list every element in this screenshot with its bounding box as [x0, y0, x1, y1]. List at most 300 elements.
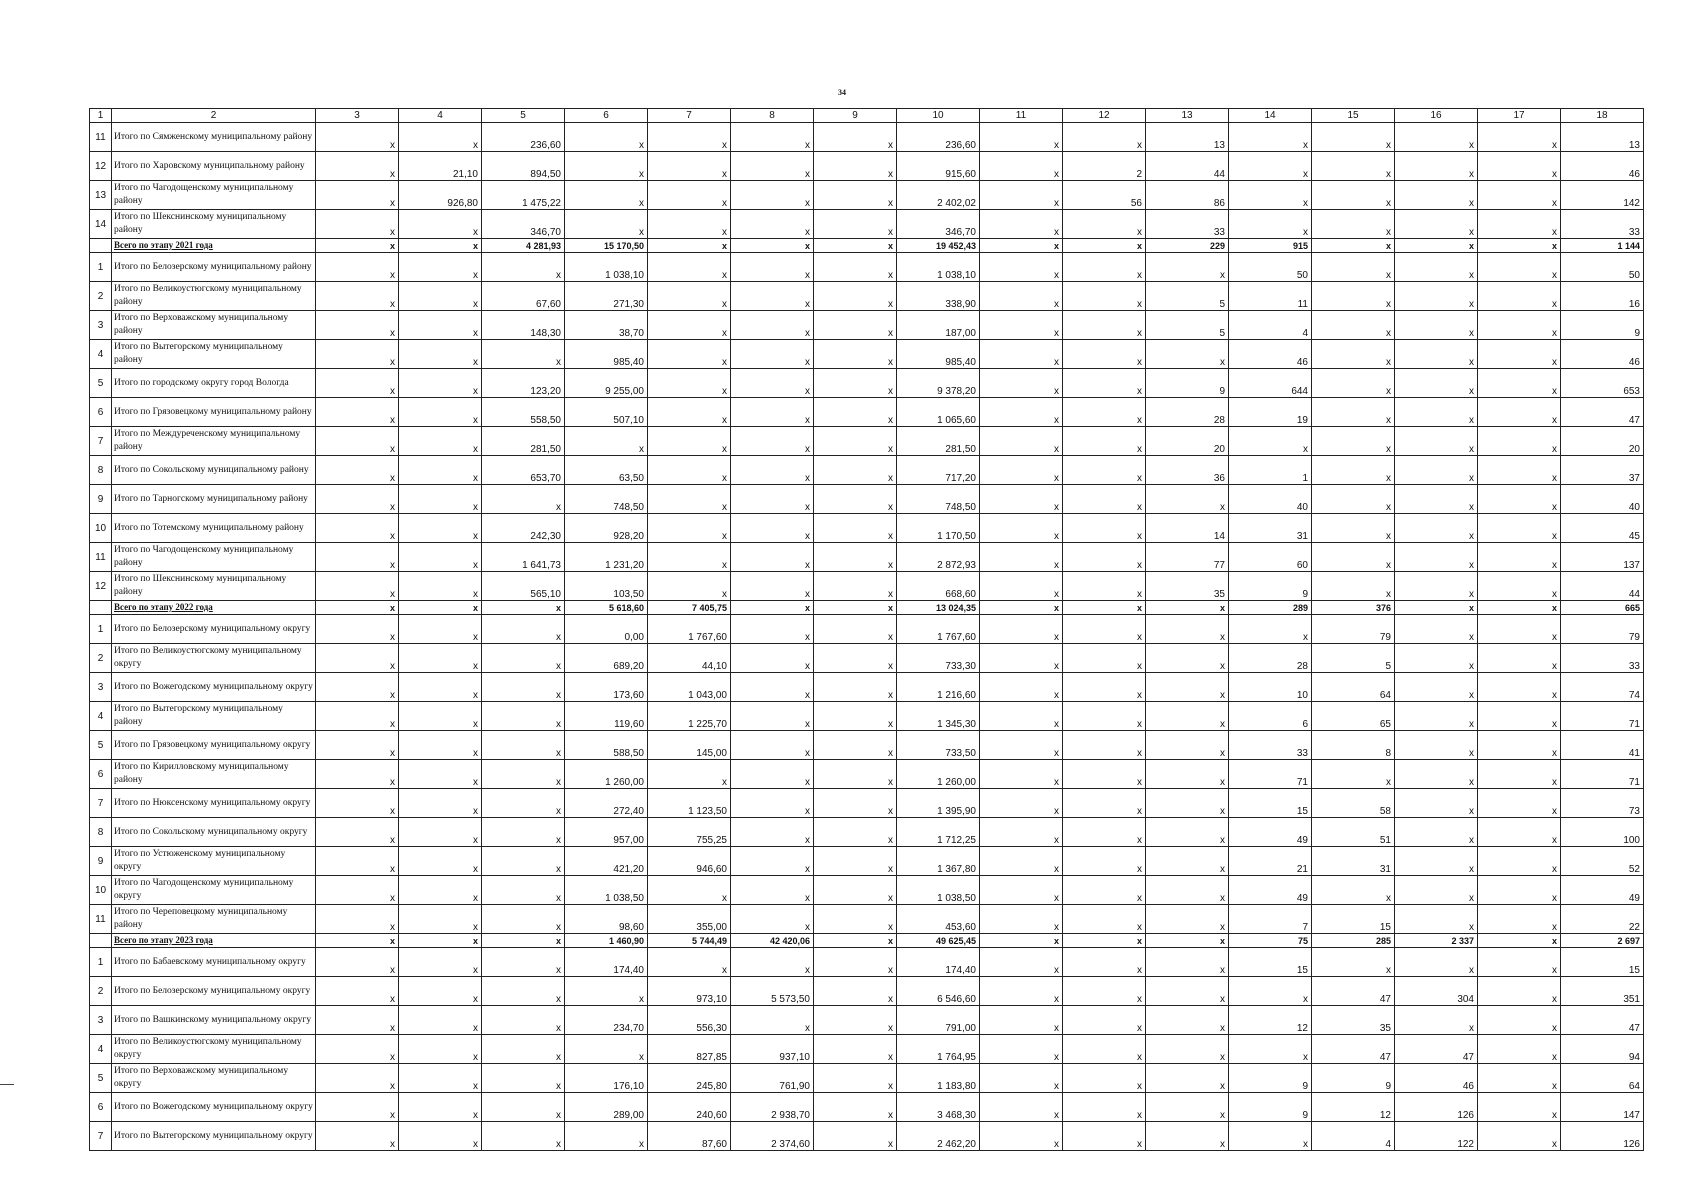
cell-col-15: x	[1312, 427, 1395, 456]
row-number: 10	[90, 514, 112, 543]
table-row	[90, 253, 1644, 282]
cell-col-11: x	[980, 760, 1063, 789]
cell-col-18: 2 697	[1561, 934, 1644, 948]
cell-col-14: 915	[1229, 239, 1312, 253]
cell-col-14: 31	[1229, 514, 1312, 543]
cell-col-16: x	[1395, 181, 1478, 210]
row-name: Итого по Белозерскому муниципальному округу	[112, 977, 316, 1006]
cell-col-10: 1 183,80	[897, 1064, 980, 1093]
cell-col-7: x	[648, 181, 731, 210]
cell-col-13: 9	[1146, 369, 1229, 398]
cell-col-16: x	[1395, 239, 1478, 253]
cell-col-9: x	[814, 253, 897, 282]
cell-col-12: x	[1063, 847, 1146, 876]
column-header: 8	[731, 109, 814, 123]
cell-col-16: 46	[1395, 1064, 1478, 1093]
row-name: Итого по Череповецкому муниципальному району	[112, 905, 316, 934]
cell-col-9: x	[814, 369, 897, 398]
cell-col-7: x	[648, 572, 731, 601]
cell-col-6: 289,00	[565, 1093, 648, 1122]
cell-col-15: 12	[1312, 1093, 1395, 1122]
cell-col-15: 31	[1312, 847, 1395, 876]
cell-col-16: x	[1395, 427, 1478, 456]
row-name: Итого по Междуреченскому муниципальному району	[112, 427, 316, 456]
cell-col-18: 100	[1561, 818, 1644, 847]
column-header: 14	[1229, 109, 1312, 123]
cell-col-5: 242,30	[482, 514, 565, 543]
cell-col-13: 20	[1146, 427, 1229, 456]
cell-col-15: x	[1312, 543, 1395, 572]
cell-col-10: 1 767,60	[897, 615, 980, 644]
cell-col-3: x	[316, 485, 399, 514]
cell-col-11: x	[980, 1035, 1063, 1064]
cell-col-8: x	[731, 398, 814, 427]
cell-col-7: x	[648, 948, 731, 977]
cell-col-16: x	[1395, 905, 1478, 934]
cell-col-6: 1 231,20	[565, 543, 648, 572]
cell-col-14: 15	[1229, 948, 1312, 977]
row-name: Итого по Чагодощенскому муниципальному району	[112, 543, 316, 572]
cell-col-6: 119,60	[565, 702, 648, 731]
cell-col-14: 6	[1229, 702, 1312, 731]
cell-col-10: 346,70	[897, 210, 980, 239]
row-name: Всего по этапу 2023 года	[112, 934, 316, 948]
cell-col-12: x	[1063, 282, 1146, 311]
cell-col-7: x	[648, 514, 731, 543]
cell-col-14: 9	[1229, 1093, 1312, 1122]
cell-col-14: x	[1229, 615, 1312, 644]
cell-col-6: 1 460,90	[565, 934, 648, 948]
cell-col-4: x	[399, 572, 482, 601]
cell-col-11: x	[980, 514, 1063, 543]
cell-col-9: x	[814, 977, 897, 1006]
row-name: Итого по Нюксенскому муниципальному округу	[112, 789, 316, 818]
cell-col-6: 174,40	[565, 948, 648, 977]
cell-col-11: x	[980, 398, 1063, 427]
cell-col-18: 50	[1561, 253, 1644, 282]
table-row	[90, 152, 1644, 181]
row-name: Итого по Чагодощенскому муниципальному району	[112, 181, 316, 210]
cell-col-6: 5 618,60	[565, 601, 648, 615]
cell-col-3: x	[316, 282, 399, 311]
cell-col-13: 36	[1146, 456, 1229, 485]
cell-col-14: 1	[1229, 456, 1312, 485]
cell-col-10: 1 345,30	[897, 702, 980, 731]
cell-col-7: x	[648, 340, 731, 369]
row-name: Итого по Вашкинскому муниципальному округу	[112, 1006, 316, 1035]
cell-col-13: 44	[1146, 152, 1229, 181]
cell-col-16: 47	[1395, 1035, 1478, 1064]
cell-col-5: 4 281,93	[482, 239, 565, 253]
cell-col-15: 285	[1312, 934, 1395, 948]
cell-col-10: 915,60	[897, 152, 980, 181]
cell-col-3: x	[316, 601, 399, 615]
cell-col-14: 60	[1229, 543, 1312, 572]
cell-col-12: x	[1063, 731, 1146, 760]
cell-col-7: 1 123,50	[648, 789, 731, 818]
cell-col-15: x	[1312, 152, 1395, 181]
row-number: 11	[90, 123, 112, 152]
cell-col-6: 985,40	[565, 340, 648, 369]
cell-col-16: x	[1395, 485, 1478, 514]
cell-col-13: 229	[1146, 239, 1229, 253]
cell-col-5: x	[482, 253, 565, 282]
cell-col-10: 2 402,02	[897, 181, 980, 210]
cell-col-9: x	[814, 876, 897, 905]
cell-col-9: x	[814, 760, 897, 789]
cell-col-12: x	[1063, 514, 1146, 543]
cell-col-14: 21	[1229, 847, 1312, 876]
cell-col-4: x	[399, 123, 482, 152]
row-number	[90, 934, 112, 948]
cell-col-11: x	[980, 456, 1063, 485]
cell-col-16: x	[1395, 543, 1478, 572]
cell-col-4: x	[399, 1122, 482, 1151]
cell-col-5: x	[482, 905, 565, 934]
cell-col-17: x	[1478, 760, 1561, 789]
cell-col-17: x	[1478, 572, 1561, 601]
cell-col-12: x	[1063, 572, 1146, 601]
cell-col-7: x	[648, 760, 731, 789]
cell-col-18: 33	[1561, 644, 1644, 673]
cell-col-18: 46	[1561, 152, 1644, 181]
column-header: 11	[980, 109, 1063, 123]
cell-col-8: x	[731, 340, 814, 369]
cell-col-15: 64	[1312, 673, 1395, 702]
cell-col-4: 21,10	[399, 152, 482, 181]
cell-col-7: x	[648, 398, 731, 427]
cell-col-8: x	[731, 239, 814, 253]
cell-col-13: 28	[1146, 398, 1229, 427]
cell-col-5: x	[482, 1064, 565, 1093]
row-name: Итого по Вытегорскому муниципальному району	[112, 702, 316, 731]
cell-col-4: x	[399, 282, 482, 311]
cell-col-17: x	[1478, 905, 1561, 934]
cell-col-7: 355,00	[648, 905, 731, 934]
cell-col-18: 16	[1561, 282, 1644, 311]
row-number: 10	[90, 876, 112, 905]
cell-col-14: 75	[1229, 934, 1312, 948]
cell-col-12: x	[1063, 456, 1146, 485]
row-number: 5	[90, 369, 112, 398]
cell-col-6: x	[565, 1122, 648, 1151]
cell-col-5: x	[482, 760, 565, 789]
cell-col-12: x	[1063, 210, 1146, 239]
cell-col-12: x	[1063, 1006, 1146, 1035]
cell-col-18: 73	[1561, 789, 1644, 818]
cell-col-13: x	[1146, 1064, 1229, 1093]
row-name: Итого по Устюженскому муниципальному округу	[112, 847, 316, 876]
cell-col-12: x	[1063, 601, 1146, 615]
cell-col-10: 2 872,93	[897, 543, 980, 572]
cell-col-11: x	[980, 340, 1063, 369]
cell-col-14: x	[1229, 427, 1312, 456]
cell-col-9: x	[814, 1006, 897, 1035]
cell-col-17: x	[1478, 673, 1561, 702]
cell-col-14: x	[1229, 123, 1312, 152]
column-header: 6	[565, 109, 648, 123]
cell-col-4: x	[399, 514, 482, 543]
cell-col-6: 957,00	[565, 818, 648, 847]
cell-col-11: x	[980, 847, 1063, 876]
cell-col-9: x	[814, 123, 897, 152]
cell-col-18: 142	[1561, 181, 1644, 210]
row-name: Итого по Грязовецкому муниципальному округу	[112, 731, 316, 760]
cell-col-12: x	[1063, 427, 1146, 456]
cell-col-14: 9	[1229, 572, 1312, 601]
row-name: Итого по Шекснинскому муниципальному району	[112, 210, 316, 239]
cell-col-9: x	[814, 572, 897, 601]
column-header: 15	[1312, 109, 1395, 123]
cell-col-10: 668,60	[897, 572, 980, 601]
cell-col-12: x	[1063, 123, 1146, 152]
cell-col-10: 174,40	[897, 948, 980, 977]
row-number: 1	[90, 948, 112, 977]
cell-col-15: 65	[1312, 702, 1395, 731]
cell-col-4: x	[399, 210, 482, 239]
cell-col-5: x	[482, 644, 565, 673]
cell-col-5: x	[482, 1122, 565, 1151]
row-number: 12	[90, 152, 112, 181]
cell-col-14: x	[1229, 181, 1312, 210]
cell-col-12: x	[1063, 239, 1146, 253]
cell-col-13: x	[1146, 1035, 1229, 1064]
cell-col-10: 9 378,20	[897, 369, 980, 398]
row-name: Итого по Великоустюгскому муниципальному району	[112, 282, 316, 311]
cell-col-17: x	[1478, 152, 1561, 181]
cell-col-14: x	[1229, 977, 1312, 1006]
cell-col-13: 77	[1146, 543, 1229, 572]
cell-col-10: 1 712,25	[897, 818, 980, 847]
cell-col-5: x	[482, 673, 565, 702]
cell-col-18: 15	[1561, 948, 1644, 977]
cell-col-14: 46	[1229, 340, 1312, 369]
cell-col-8: x	[731, 615, 814, 644]
row-name: Всего по этапу 2022 года	[112, 601, 316, 615]
cell-col-12: x	[1063, 615, 1146, 644]
cell-col-14: 19	[1229, 398, 1312, 427]
cell-col-18: 13	[1561, 123, 1644, 152]
cell-col-14: x	[1229, 1122, 1312, 1151]
cell-col-6: 63,50	[565, 456, 648, 485]
cell-col-3: x	[316, 398, 399, 427]
cell-col-8: x	[731, 760, 814, 789]
cell-col-8: 761,90	[731, 1064, 814, 1093]
table-row	[90, 181, 1644, 210]
cell-col-11: x	[980, 731, 1063, 760]
cell-col-9: x	[814, 934, 897, 948]
cell-col-11: x	[980, 485, 1063, 514]
row-number: 6	[90, 1093, 112, 1122]
cell-col-16: x	[1395, 789, 1478, 818]
row-number: 14	[90, 210, 112, 239]
cell-col-7: 7 405,75	[648, 601, 731, 615]
cell-col-8: x	[731, 876, 814, 905]
cell-col-10: 187,00	[897, 311, 980, 340]
cell-col-10: 717,20	[897, 456, 980, 485]
cell-col-13: x	[1146, 948, 1229, 977]
column-header: 2	[112, 109, 316, 123]
cell-col-6: 38,70	[565, 311, 648, 340]
row-name: Итого по Вожегодскому муниципальному округу	[112, 1093, 316, 1122]
cell-col-12: 56	[1063, 181, 1146, 210]
cell-col-9: x	[814, 398, 897, 427]
cell-col-7: x	[648, 210, 731, 239]
cell-col-17: x	[1478, 1035, 1561, 1064]
cell-col-12: x	[1063, 818, 1146, 847]
cell-col-5: 894,50	[482, 152, 565, 181]
margin-mark	[0, 1084, 14, 1085]
column-header: 3	[316, 109, 399, 123]
cell-col-4: x	[399, 456, 482, 485]
cell-col-6: 9 255,00	[565, 369, 648, 398]
cell-col-11: x	[980, 239, 1063, 253]
table-row	[90, 702, 1644, 731]
row-number	[90, 601, 112, 615]
cell-col-4: x	[399, 311, 482, 340]
cell-col-6: 1 038,50	[565, 876, 648, 905]
cell-col-14: 289	[1229, 601, 1312, 615]
column-header: 16	[1395, 109, 1478, 123]
cell-col-9: x	[814, 239, 897, 253]
cell-col-9: x	[814, 818, 897, 847]
cell-col-4: x	[399, 876, 482, 905]
cell-col-3: x	[316, 152, 399, 181]
cell-col-5: x	[482, 1093, 565, 1122]
cell-col-5: x	[482, 934, 565, 948]
row-name: Итого по Тарногскому муниципальному району	[112, 485, 316, 514]
cell-col-16: 304	[1395, 977, 1478, 1006]
cell-col-11: x	[980, 1064, 1063, 1093]
cell-col-16: x	[1395, 847, 1478, 876]
row-number: 3	[90, 1006, 112, 1035]
cell-col-9: x	[814, 427, 897, 456]
cell-col-3: x	[316, 1122, 399, 1151]
cell-col-10: 453,60	[897, 905, 980, 934]
table-row	[90, 340, 1644, 369]
cell-col-17: x	[1478, 615, 1561, 644]
cell-col-4: x	[399, 948, 482, 977]
cell-col-13: 5	[1146, 311, 1229, 340]
cell-col-16: x	[1395, 123, 1478, 152]
cell-col-16: x	[1395, 760, 1478, 789]
cell-col-6: 1 038,10	[565, 253, 648, 282]
column-header: 1	[90, 109, 112, 123]
cell-col-12: x	[1063, 398, 1146, 427]
cell-col-4: 926,80	[399, 181, 482, 210]
cell-col-13: x	[1146, 760, 1229, 789]
cell-col-12: x	[1063, 789, 1146, 818]
cell-col-14: 49	[1229, 818, 1312, 847]
cell-col-10: 733,30	[897, 644, 980, 673]
cell-col-13: x	[1146, 485, 1229, 514]
cell-col-14: 11	[1229, 282, 1312, 311]
cell-col-18: 64	[1561, 1064, 1644, 1093]
cell-col-15: 15	[1312, 905, 1395, 934]
cell-col-17: x	[1478, 253, 1561, 282]
table-row	[90, 1064, 1644, 1093]
cell-col-13: x	[1146, 1122, 1229, 1151]
table-row	[90, 311, 1644, 340]
cell-col-5: 148,30	[482, 311, 565, 340]
cell-col-18: 44	[1561, 572, 1644, 601]
cell-col-18: 665	[1561, 601, 1644, 615]
cell-col-10: 1 170,50	[897, 514, 980, 543]
cell-col-13: x	[1146, 702, 1229, 731]
table-row	[90, 818, 1644, 847]
cell-col-9: x	[814, 543, 897, 572]
cell-col-17: x	[1478, 456, 1561, 485]
row-name: Итого по Белозерскому муниципальному округу	[112, 615, 316, 644]
cell-col-18: 71	[1561, 702, 1644, 731]
cell-col-13: x	[1146, 905, 1229, 934]
cell-col-9: x	[814, 152, 897, 181]
row-number: 4	[90, 1035, 112, 1064]
cell-col-9: x	[814, 514, 897, 543]
cell-col-14: 33	[1229, 731, 1312, 760]
cell-col-3: x	[316, 1035, 399, 1064]
cell-col-15: x	[1312, 210, 1395, 239]
row-number: 3	[90, 311, 112, 340]
cell-col-12: x	[1063, 1064, 1146, 1093]
cell-col-6: 271,30	[565, 282, 648, 311]
table-row	[90, 1122, 1644, 1151]
cell-col-17: x	[1478, 644, 1561, 673]
cell-col-10: 1 260,00	[897, 760, 980, 789]
cell-col-5: 67,60	[482, 282, 565, 311]
cell-col-6: x	[565, 152, 648, 181]
cell-col-10: 791,00	[897, 1006, 980, 1035]
cell-col-7: 1 043,00	[648, 673, 731, 702]
cell-col-7: x	[648, 152, 731, 181]
cell-col-8: x	[731, 847, 814, 876]
cell-col-11: x	[980, 1006, 1063, 1035]
cell-col-18: 37	[1561, 456, 1644, 485]
cell-col-16: x	[1395, 152, 1478, 181]
row-number: 7	[90, 789, 112, 818]
cell-col-8: x	[731, 1006, 814, 1035]
cell-col-10: 1 216,60	[897, 673, 980, 702]
cell-col-3: x	[316, 702, 399, 731]
column-header: 12	[1063, 109, 1146, 123]
cell-col-8: 937,10	[731, 1035, 814, 1064]
cell-col-12: x	[1063, 1122, 1146, 1151]
cell-col-17: x	[1478, 1093, 1561, 1122]
cell-col-15: 376	[1312, 601, 1395, 615]
cell-col-16: 2 337	[1395, 934, 1478, 948]
cell-col-4: x	[399, 702, 482, 731]
cell-col-5: x	[482, 601, 565, 615]
cell-col-3: x	[316, 934, 399, 948]
cell-col-4: x	[399, 615, 482, 644]
cell-col-14: 4	[1229, 311, 1312, 340]
cell-col-15: x	[1312, 123, 1395, 152]
cell-col-13: x	[1146, 601, 1229, 615]
cell-col-17: x	[1478, 123, 1561, 152]
cell-col-13: x	[1146, 818, 1229, 847]
row-name: Итого по Великоустюгскому муниципальному округу	[112, 1035, 316, 1064]
cell-col-10: 19 452,43	[897, 239, 980, 253]
cell-col-15: 47	[1312, 977, 1395, 1006]
cell-col-15: 9	[1312, 1064, 1395, 1093]
cell-col-6: 421,20	[565, 847, 648, 876]
cell-col-3: x	[316, 615, 399, 644]
cell-col-11: x	[980, 369, 1063, 398]
cell-col-7: x	[648, 427, 731, 456]
cell-col-3: x	[316, 1006, 399, 1035]
column-header: 4	[399, 109, 482, 123]
cell-col-10: 281,50	[897, 427, 980, 456]
